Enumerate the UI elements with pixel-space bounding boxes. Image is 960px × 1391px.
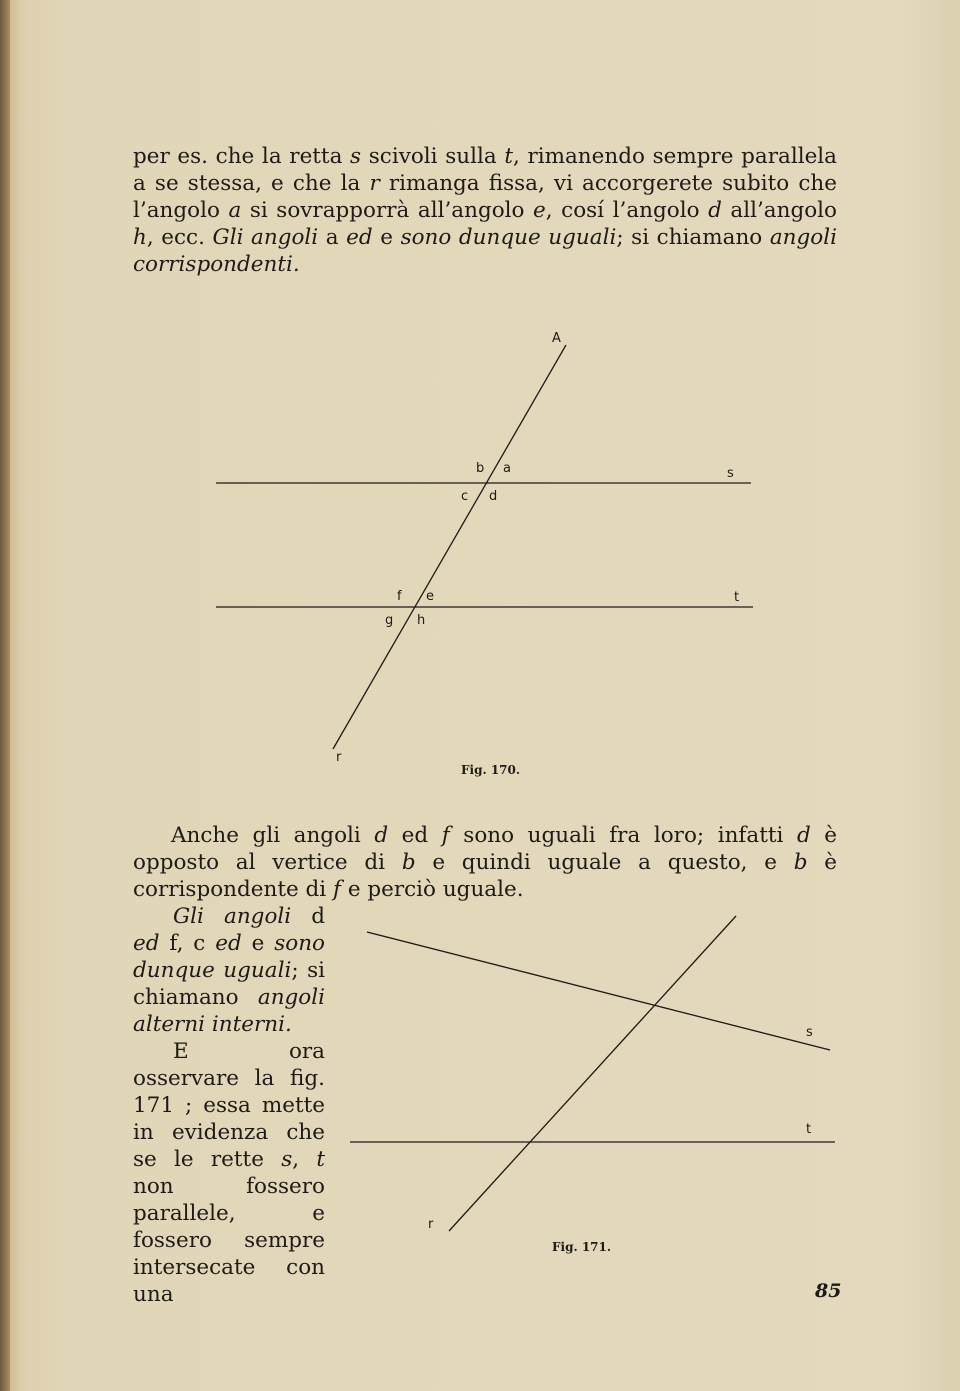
label-g: g: [385, 613, 394, 628]
figure-171-caption: Fig. 171.: [552, 1240, 612, 1254]
line-r: [333, 345, 566, 749]
label-r-171: r: [428, 1217, 434, 1232]
label-c: c: [461, 489, 469, 504]
label-b: b: [476, 461, 485, 476]
label-s: s: [727, 466, 734, 481]
figure-170-caption: Fig. 170.: [461, 763, 521, 777]
label-s-171: s: [806, 1025, 813, 1040]
paragraph-alternate-interior-angles: Gli angoli d ed f, c ed e sono dunque uguali; si chiamano angoli alterni interni.: [133, 904, 325, 1037]
label-t-171: t: [806, 1122, 812, 1137]
page-number: 85: [815, 1280, 842, 1302]
label-A: A: [552, 331, 561, 346]
label-h: h: [417, 613, 426, 628]
label-f: f: [397, 589, 402, 604]
line-s-converging: [367, 932, 830, 1050]
label-a: a: [503, 461, 511, 476]
figure-171-lines: [350, 916, 835, 1231]
label-d: d: [489, 489, 498, 504]
label-t: t: [734, 590, 740, 605]
side-column-text: [133, 903, 325, 1308]
label-r: r: [336, 750, 342, 765]
paragraph-opposite-angles: Anche gli angoli d ed f sono uguali fra loro; infatti d è opposto al vertice di b e quindi uguale a questo, e b è corrispondente di f e perciò uguale.: [133, 823, 837, 902]
paragraph-observe-fig-171: E ora osservare la fig. 171 ; essa mette in evidenza che se le rette s, t non fossero parallele, e fossero sempre intersecate con una: [133, 1039, 326, 1307]
paragraph-corresponding-angles: per es. che la retta s scivoli sulla t, rimanendo sempre parallela a se stessa, e che la r rimanga fissa, vi accorgerete subito che l’angolo a si sovrapporrà all’angolo e, cosí l’angolo d all’angolo h, ecc. Gli angoli a ed e sono dunque uguali; si chiamano angoli corrispondenti.: [133, 144, 837, 277]
label-e: e: [426, 589, 434, 604]
